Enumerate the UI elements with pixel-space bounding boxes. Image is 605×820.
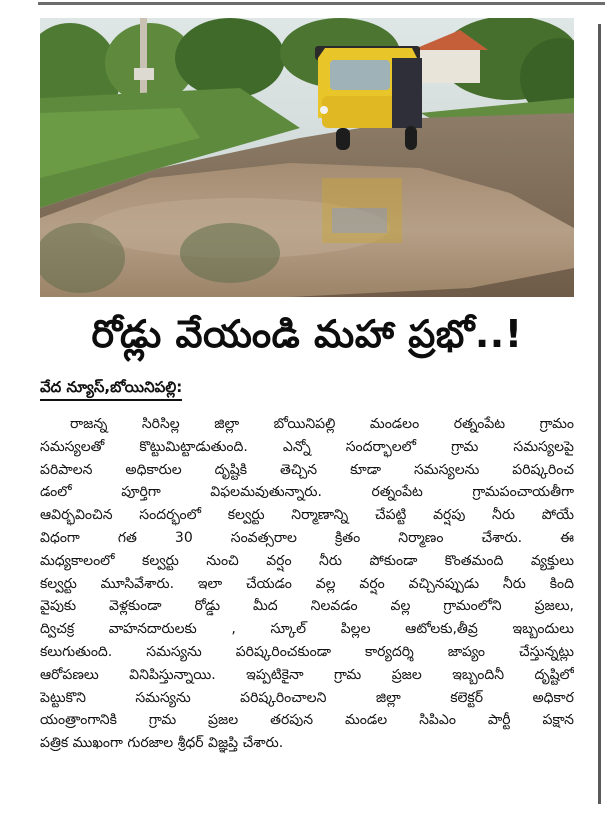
article-line: కల్వర్టు మూసివేశారు. ఇలా చేయడం వల్ల వర్షం వచ్చినప్పుడు నీరు కింది <box>40 575 574 592</box>
article-line: విధంగా గత 30 సంవత్సరాల క్రితం నిర్మాణం చేశారు. ఈ <box>40 529 574 546</box>
article-line: యంత్రాంగానికి గ్రామ ప్రజల తరపున మండల సిపిఎం పార్టీ పక్షాన <box>40 712 574 729</box>
article-line: పరిపాలన అధికారుల దృష్టికి తెచ్చిన కూడా సమస్యలను పరిష్కరించ <box>40 461 574 478</box>
article-body <box>40 413 574 755</box>
article-line: డంలో పూర్తిగా విఫలమవుతున్నారు. రత్నంపేట గ్రామపంచాయతీగా <box>40 484 574 501</box>
headline: రోడ్లు వేయండి మహా ప్రభో..! <box>91 312 523 356</box>
column-rule <box>598 24 601 804</box>
news-photo <box>40 18 574 297</box>
article-line: కలుగుతుంది. సమస్యను పరిష్కరించకుండా కార్యదర్శి జాప్యం చేస్తున్నట్లు <box>40 643 574 660</box>
article-line: పెట్టుకొని సమస్యను పరిష్కరించాలని జిల్లా కలెక్టర్ అధికార <box>40 689 574 706</box>
photo-icon <box>40 18 574 297</box>
top-rule <box>38 2 605 5</box>
byline: వేద న్యూస్,బోయినిపల్లి: <box>40 376 182 401</box>
article-line: వైపుకు వెళ్లకుండా రోడ్డు మీద నిలవడం వల్ల గ్రామంలోని ప్రజలు, <box>40 598 574 615</box>
article-line: సమస్యలతో కొట్టుమిట్టాడుతుంది. ఎన్నో సందర్భాలలో గ్రామ సమస్యలపై <box>40 438 574 455</box>
article-line: పత్రిక ముఖంగా గురజాల శ్రీధర్ విజ్ఞప్తి చేశారు. <box>40 735 284 752</box>
article-line: ఆరోపణలు వినిపిస్తున్నాయి. ఇప్పటికైనా గ్రామ ప్రజల ఇబ్బందినీ దృష్టిలో <box>40 666 574 683</box>
article-line: ద్విచక్ర వాహనదారులకు , స్కూల్ పిల్లల ఆటోలకు,తీవ్ర ఇబ్బందులు <box>40 621 574 638</box>
article-line: ఆవిర్భవించిన సందర్భంలో కల్వర్టు నిర్మాణాన్ని చేపట్టి వర్షపు నీరు పోయే <box>40 507 574 524</box>
article-line: మధ్యకాలంలో కల్వర్టు నుంచి వర్షం నీరు పోకుండా కొంతమంది వ్యక్తులు <box>40 552 574 569</box>
article-line: రాజన్న సిరిసిల్ల జిల్లా బోయినిపల్లి మండలం రత్నంపేట గ్రామం <box>70 416 574 432</box>
